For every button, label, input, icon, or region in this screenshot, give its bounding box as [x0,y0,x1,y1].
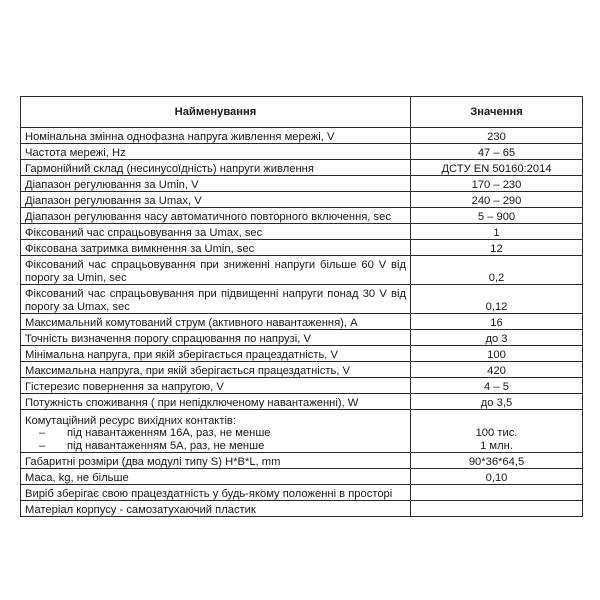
row-value: 4 – 5 [411,378,583,394]
row-name-main: Комутаційний ресурс вихідних контактів: [25,414,236,427]
row-subitem-label: під навантаженням 5А, раз, не менше [67,439,265,452]
table-row [21,330,583,346]
row-value: 16 [411,314,583,330]
row-value: 100 [411,346,583,362]
table-header-row [21,97,583,128]
table-row [21,240,583,256]
row-value-empty [411,501,583,517]
row-name: Максимальна напруга, при якій зберігається працездатність, V [21,362,411,378]
row-name: Максимальний комутований струм (активного навантаження), А [21,314,411,330]
row-name: Частота мережі, Hz [21,144,411,160]
row-value: 420 [411,362,583,378]
row-name: Фіксований час спрацьовування при підвищенні напруги понад 30 V від порогу за Umax, sec [21,285,411,314]
table-row [21,378,583,394]
row-name: Гармонійний склад (несинусоїдність) напруги живлення [21,160,411,176]
row-subitem-label: під навантаженням 16А, раз, не менше [67,427,271,440]
row-subitem [25,440,406,452]
row-value: 5 – 900 [411,208,583,224]
row-name: Матеріал корпусу - самозатухаючий пластик [21,501,411,517]
table-row [21,362,583,378]
table-row [21,285,583,314]
row-value: ДСТУ EN 50160:2014 [411,160,583,176]
row-value: до 3,5 [411,394,583,410]
table-row [21,128,583,144]
dash-bullet: – [39,439,46,452]
table-row [21,176,583,192]
table-row [21,192,583,208]
row-name: Діапазон регулювання часу автоматичного повторного включення, sec [21,208,411,224]
table-row [21,501,583,517]
column-header-name: Найменування [21,97,411,128]
row-value: 12 [411,240,583,256]
row-value: 0,2 [411,256,583,285]
row-value: 0,10 [411,469,583,485]
row-name [21,410,411,453]
row-name: Фіксований час спрацьовування при зниженні напруги більше 60 V від порогу за Umin, sec [21,256,411,285]
table-row [21,314,583,330]
row-name: Фіксована затримка вимкнення за Umin, sec [21,240,411,256]
row-subitem [25,427,406,439]
table-row [21,224,583,240]
table-row [21,410,583,453]
table-row [21,256,583,285]
row-name: Маса, kg, не більше [21,469,411,485]
dash-bullet: – [39,427,46,440]
row-value [411,410,583,453]
row-name: Мінімальна напруга, при якій зберігається працездатність, V [21,346,411,362]
row-value: 0,12 [411,285,583,314]
specifications-table [20,96,583,517]
row-value: 1 [411,224,583,240]
row-value: 240 – 290 [411,192,583,208]
row-value: 47 – 65 [411,144,583,160]
table-row [21,346,583,362]
table-row [21,208,583,224]
row-name: Фіксований час спрацьовування за Umax, sec [21,224,411,240]
table-row [21,144,583,160]
row-name: Гістерезис повернення за напругою, V [21,378,411,394]
row-name: Точність визначення порогу спрацювання по напрузі, V [21,330,411,346]
table-row [21,394,583,410]
row-value-line: 100 тис. [475,427,518,440]
row-name: Діапазон регулювання за Umax, V [21,192,411,208]
table-row [21,485,583,501]
row-name: Потужність споживання ( при непідключеному навантаженні), W [21,394,411,410]
row-name: Габаритні розміри (два модулі типу S) H*B*L, mm [21,453,411,469]
row-value: 230 [411,128,583,144]
row-value-empty [411,485,583,501]
row-value-line: 1 млн. [480,439,513,452]
column-header-value: Значення [411,97,583,128]
table-row [21,469,583,485]
row-value: 170 – 230 [411,176,583,192]
row-value: 90*36*64,5 [411,453,583,469]
row-name: Діапазон регулювання за Umin, V [21,176,411,192]
row-name: Виріб зберігає свою працездатність у будь-якому положенні в просторі [21,485,411,501]
row-value: до 3 [411,330,583,346]
table-row [21,160,583,176]
row-name: Номінальна змінна однофазна напруга живлення мережі, V [21,128,411,144]
table-row [21,453,583,469]
